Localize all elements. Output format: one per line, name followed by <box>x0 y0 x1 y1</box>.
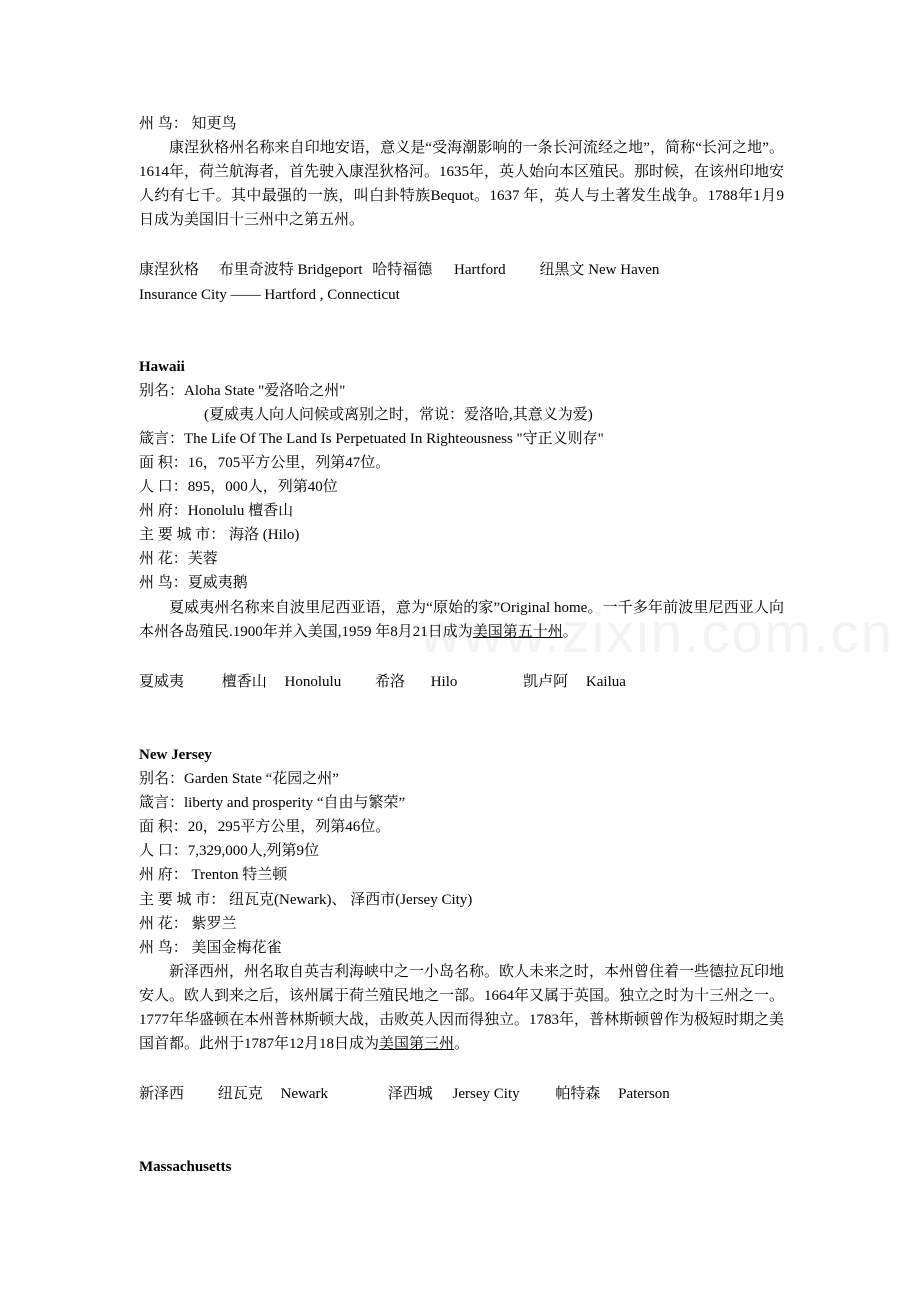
hawaii-city-1: 夏威夷 <box>139 674 185 690</box>
hawaii-cities-line <box>139 670 626 694</box>
ma-heading: Massachusetts <box>139 1159 232 1175</box>
nj-description-text: 新泽西州，州名取自英吉利海峡中之一小岛名称。欧人未来之时，本州曾住着一些德拉瓦印地安人。欧人到来之后，该州属于荷兰殖民地之一部。1664年又属于英国。独立之时为十三州之一。1777年华盛顿在本州普林斯顿大战，击败英人因而得独立。1783年，普林斯顿曾作为极短时期之美国首都。此州于1787年12月18日成为 <box>139 964 785 1052</box>
hawaii-capital: 州 府：Honolulu 檀香山 <box>139 503 294 519</box>
hawaii-city-3-en: Hilo <box>430 674 458 690</box>
hawaii-heading: Hawaii <box>139 359 185 375</box>
nj-statehood-link[interactable]: 美国第三州 <box>379 1036 455 1052</box>
nj-city-3: 泽西城 <box>387 1086 433 1102</box>
hawaii-description-text: 夏威夷州名称来自波里尼西亚语，意为“原始的家”Original home。一千多年前波里尼西亚人向本州各岛殖民.1900年并入美国,1959 年8月21日成为 <box>139 600 784 640</box>
ct-city-2: 布里奇波特 Bridgeport <box>218 262 363 278</box>
ct-state-bird: 州 鸟： 知更鸟 <box>139 116 237 132</box>
hawaii-statehood-link[interactable]: 美国第五十州 <box>472 624 563 640</box>
hawaii-area: 面 积：16，705平方公里，列第47位。 <box>139 455 391 471</box>
ct-description: 康涅狄格州名称来自印地安语，意义是“受海潮影响的一条长河流经之地”，简称“长河之地”。1614年，荷兰航海者，首先驶入康涅狄格河。1635年，英人始向本区殖民。那时候，在该州印地安人约有七千。其中最强的一族，叫白卦特族Bequot。1637 年，英人与土著发生战争。1788年1月9日成为美国旧十三州中之第五州。 <box>139 140 785 228</box>
hawaii-city-4-en: Kailua <box>585 674 626 690</box>
nj-area: 面 积：20，295平方公里，列第46位。 <box>139 819 391 835</box>
ct-city-3: 哈特福德 <box>372 262 433 278</box>
nj-cities-line <box>139 1082 670 1106</box>
hawaii-city-2-en: Honolulu <box>284 674 342 690</box>
nj-nickname: 别名：Garden State “花园之州” <box>139 771 339 787</box>
hawaii-city-4: 凯卢阿 <box>523 674 569 690</box>
ct-city-4: 纽黑文 New Haven <box>539 262 660 278</box>
nj-city-2-en: Newark <box>280 1086 329 1102</box>
hawaii-flower: 州 花：芙蓉 <box>139 551 218 567</box>
nj-city-2: 纽瓦克 <box>217 1086 263 1102</box>
hawaii-motto: 箴言：The Life Of The Land Is Perpetuated In Righteousness "守正义则存" <box>139 431 604 447</box>
hawaii-nickname: 别名：Aloha State "爱洛哈之州" <box>139 383 346 399</box>
hawaii-main-cities: 主 要 城 市： 海洛 (Hilo) <box>139 527 300 543</box>
hawaii-population: 人 口：895，000人，列第40位 <box>139 479 338 495</box>
hawaii-description-end: 。 <box>562 624 578 640</box>
hawaii-bird: 州 鸟：夏威夷鹅 <box>139 575 248 591</box>
hawaii-city-3: 希洛 <box>374 674 405 690</box>
nj-flower: 州 花： 紫罗兰 <box>139 916 237 932</box>
nj-main-cities: 主 要 城 市： 纽瓦克(Newark)、 泽西市(Jersey City) <box>139 892 473 908</box>
nj-population: 人 口：7,329,000人,列第9位 <box>139 843 320 859</box>
hawaii-city-2: 檀香山 <box>221 674 267 690</box>
nj-city-3-en: Jersey City <box>452 1086 520 1102</box>
nj-description <box>139 960 784 1056</box>
nj-city-1: 新泽西 <box>139 1086 185 1102</box>
ct-city-3-en: Hartford <box>454 262 506 278</box>
nj-capital: 州 府： Trenton 特兰顿 <box>139 867 288 883</box>
nj-bird: 州 鸟： 美国金梅花雀 <box>139 940 282 956</box>
nj-city-4: 帕特森 <box>555 1086 601 1102</box>
ct-city-1: 康涅狄格 <box>139 262 200 278</box>
nj-motto: 箴言：liberty and prosperity “自由与繁荣” <box>139 795 406 811</box>
nj-heading: New Jersey <box>139 747 212 763</box>
ct-cities-line <box>139 258 659 282</box>
nj-description-end: 。 <box>454 1036 470 1052</box>
nj-city-4-en: Paterson <box>618 1086 670 1102</box>
hawaii-nickname-note: (夏威夷人向人问候或离别之时，常说：爱洛哈,其意义为爱) <box>204 407 593 423</box>
ct-insurance-city: Insurance City —— Hartford , Connecticut <box>139 287 400 303</box>
hawaii-description <box>139 596 784 644</box>
